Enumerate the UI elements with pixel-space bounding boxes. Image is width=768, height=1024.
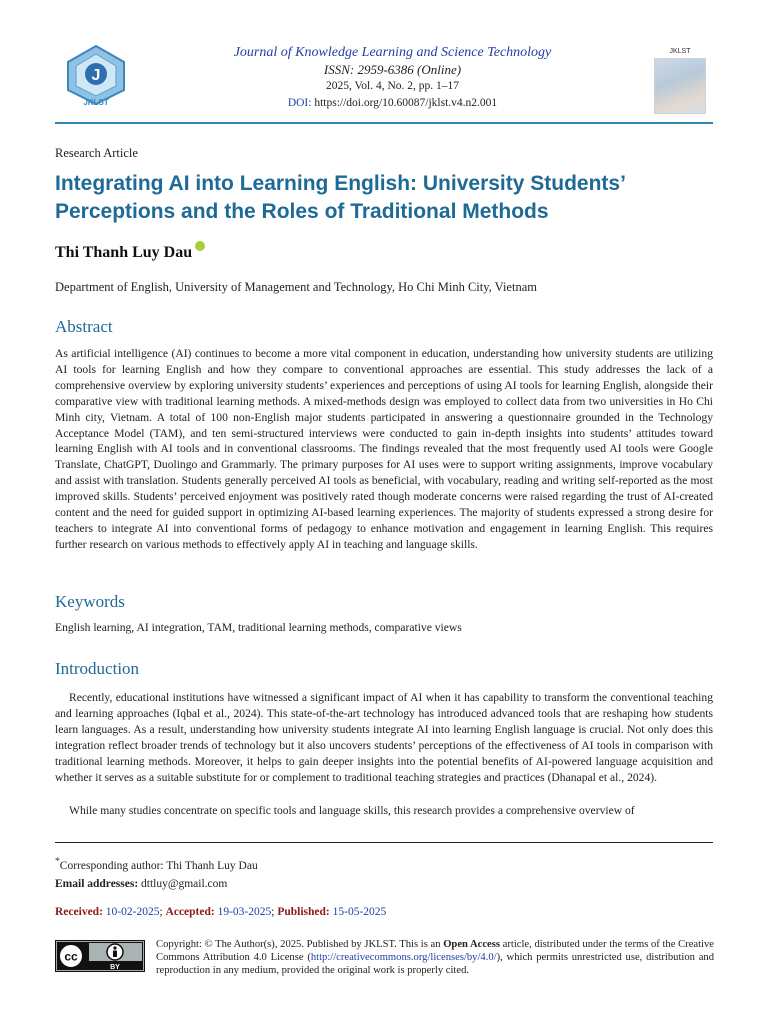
introduction-heading: Introduction [55,659,140,678]
keywords-heading: Keywords [55,592,125,611]
copyright-text-2: article, distributed under the terms of the Creative Commons Attribution 4.0 License ( [156,939,714,963]
svg-text:cc: cc [64,949,78,964]
abstract-text: As artificial intelligence (AI) continues to become a more vital component in education, understanding how university students are utilizing AI tools for learning English and how they compare to conventional approaches are essential. This study addresses the lack of a comprehensive overview by exploring university students’ experiences and perceptions of using AI tools for learning English, alongside their comparative view with traditional learning methods. A mixed-methods design was employed to collect data from two universities in Ho Chi Minh city, Vietnam. A total of 100 non-English major students participated in answering a questionnaire grounded in the Technology Acceptance Model (TAM), and ten semi-structured interviews were conducted to gain in-depth insights into students’ attitudes toward learning English with AI tools and in conventional classrooms. The findings revealed that the most frequently used AI tools were Google Translate, ChatGPT, Duolingo and Grammarly. The primary purposes for AI uses were to support writing assignments, improve vocabulary and assist with translation. Students generally perceived AI tools as beneficial, with vocabulary, reading and writing self-reported as the most improved skills. Students’ perceived enjoyment was positively rated though moderate concerns were raised regarding the trust of AI-created content and the need for guided support in optimizing AI-based learning experiences. The majority of students expressed a strong desire for teachers to integrate AI into conventional forms of pedagogy to enhance motivation and engagement in learning English. This requires further research on various methods to effectively apply AI in teaching and language skills. [55,347,713,551]
header-divider [55,122,713,124]
doi-label: DOI: [287,97,312,109]
copyright-text-3: ), which permits unrestricted use, distribution and reproduction in any medium, provided the original work is properly cited. [156,952,714,976]
svg-text:JKLST: JKLST [83,98,109,106]
journal-header [190,44,595,112]
cover-label: JKLST [669,48,691,55]
copyright-text-1: Copyright: © The Author(s), 2025. Published by JKLST. This is an [156,939,444,950]
article-title [55,170,715,226]
title-line-2: Perceptions and the Roles of Traditional Methods [55,200,549,223]
email-address[interactable]: dttluy@gmail.com [141,878,228,890]
corresponding-author-text: Corresponding author: Thi Thanh Luy Dau [59,859,258,872]
introduction-paragraph-1: Recently, educational institutions have witnessed a significant impact of AI when it has capability to transform the conventional teaching and learning approaches (Iqbal et al., 2024). This state-of-the-art technology has introduced advanced tools that are reshaping how students learn languages. As a result, understanding how university students integrate AI into learning English language is crucial. Not only does this integration reflect broader trends of technology but it also uncovers students’ perceptions of the effectiveness of AI tools in comparison with traditional learning methods. Moreover, it helps to gain deeper insights into the potential benefits of AI-powered language acquisition and whether it serves as a suitable substitute for or complement to traditional teaching strategies and practices (Dhanapal et al., 2024). [55,691,713,784]
open-access-label: Open Access [443,939,500,950]
email-label: Email addresses: [55,878,139,890]
introduction-paragraph-2: While many studies concentrate on specific tools and language skills, this research provides a comprehensive overview of [69,804,635,817]
volume-info: 2025, Vol. 4, No. 2, pp. 1–17 [325,80,460,92]
journal-cover-thumbnail [654,48,706,114]
orcid-icon[interactable] [195,241,205,251]
copyright-notice [156,938,714,977]
cover-image [654,58,706,114]
abstract-heading: Abstract [55,317,113,336]
issn: ISSN: 2959-6386 (Online) [323,62,462,77]
accepted-date: 19-03-2025 [217,906,272,918]
journal-logo [62,44,130,106]
corresponding-mark: * [55,856,60,867]
published-label: Published: [277,906,330,918]
received-date: 10-02-2025 [105,906,160,918]
doi-line [190,95,595,112]
accepted-label: Accepted: [165,906,215,918]
email-line [55,878,227,890]
article-type: Research Article [55,146,138,160]
keywords-text: English learning, AI integration, TAM, traditional learning methods, comparative views [55,621,462,634]
cc-by-license-icon[interactable] [55,940,145,972]
published-date: 15-05-2025 [332,906,387,918]
license-link[interactable]: http://creativecommons.org/licenses/by/4.0/ [310,952,497,963]
doi-link[interactable]: https://doi.org/10.60087/jklst.v4.n2.001 [314,97,498,109]
svg-text:BY: BY [110,964,120,971]
affiliation: Department of English, University of Management and Technology, Ho Chi Minh City, Vietnam [55,280,537,294]
received-label: Received: [55,906,103,918]
author-name-text: Thi Thanh Luy Dau [55,244,193,261]
svg-text:J: J [91,67,101,84]
article-dates: Received: 10-02-2025; Accepted: 19-03-2025; Published: 15-05-2025 [55,906,387,918]
author-name [55,241,205,262]
corresponding-author [55,856,258,872]
journal-title[interactable]: Journal of Knowledge Learning and Science Technology [233,45,552,60]
title-line-1: Integrating AI into Learning English: University Students’ [55,172,626,195]
footnote-divider [55,842,713,843]
